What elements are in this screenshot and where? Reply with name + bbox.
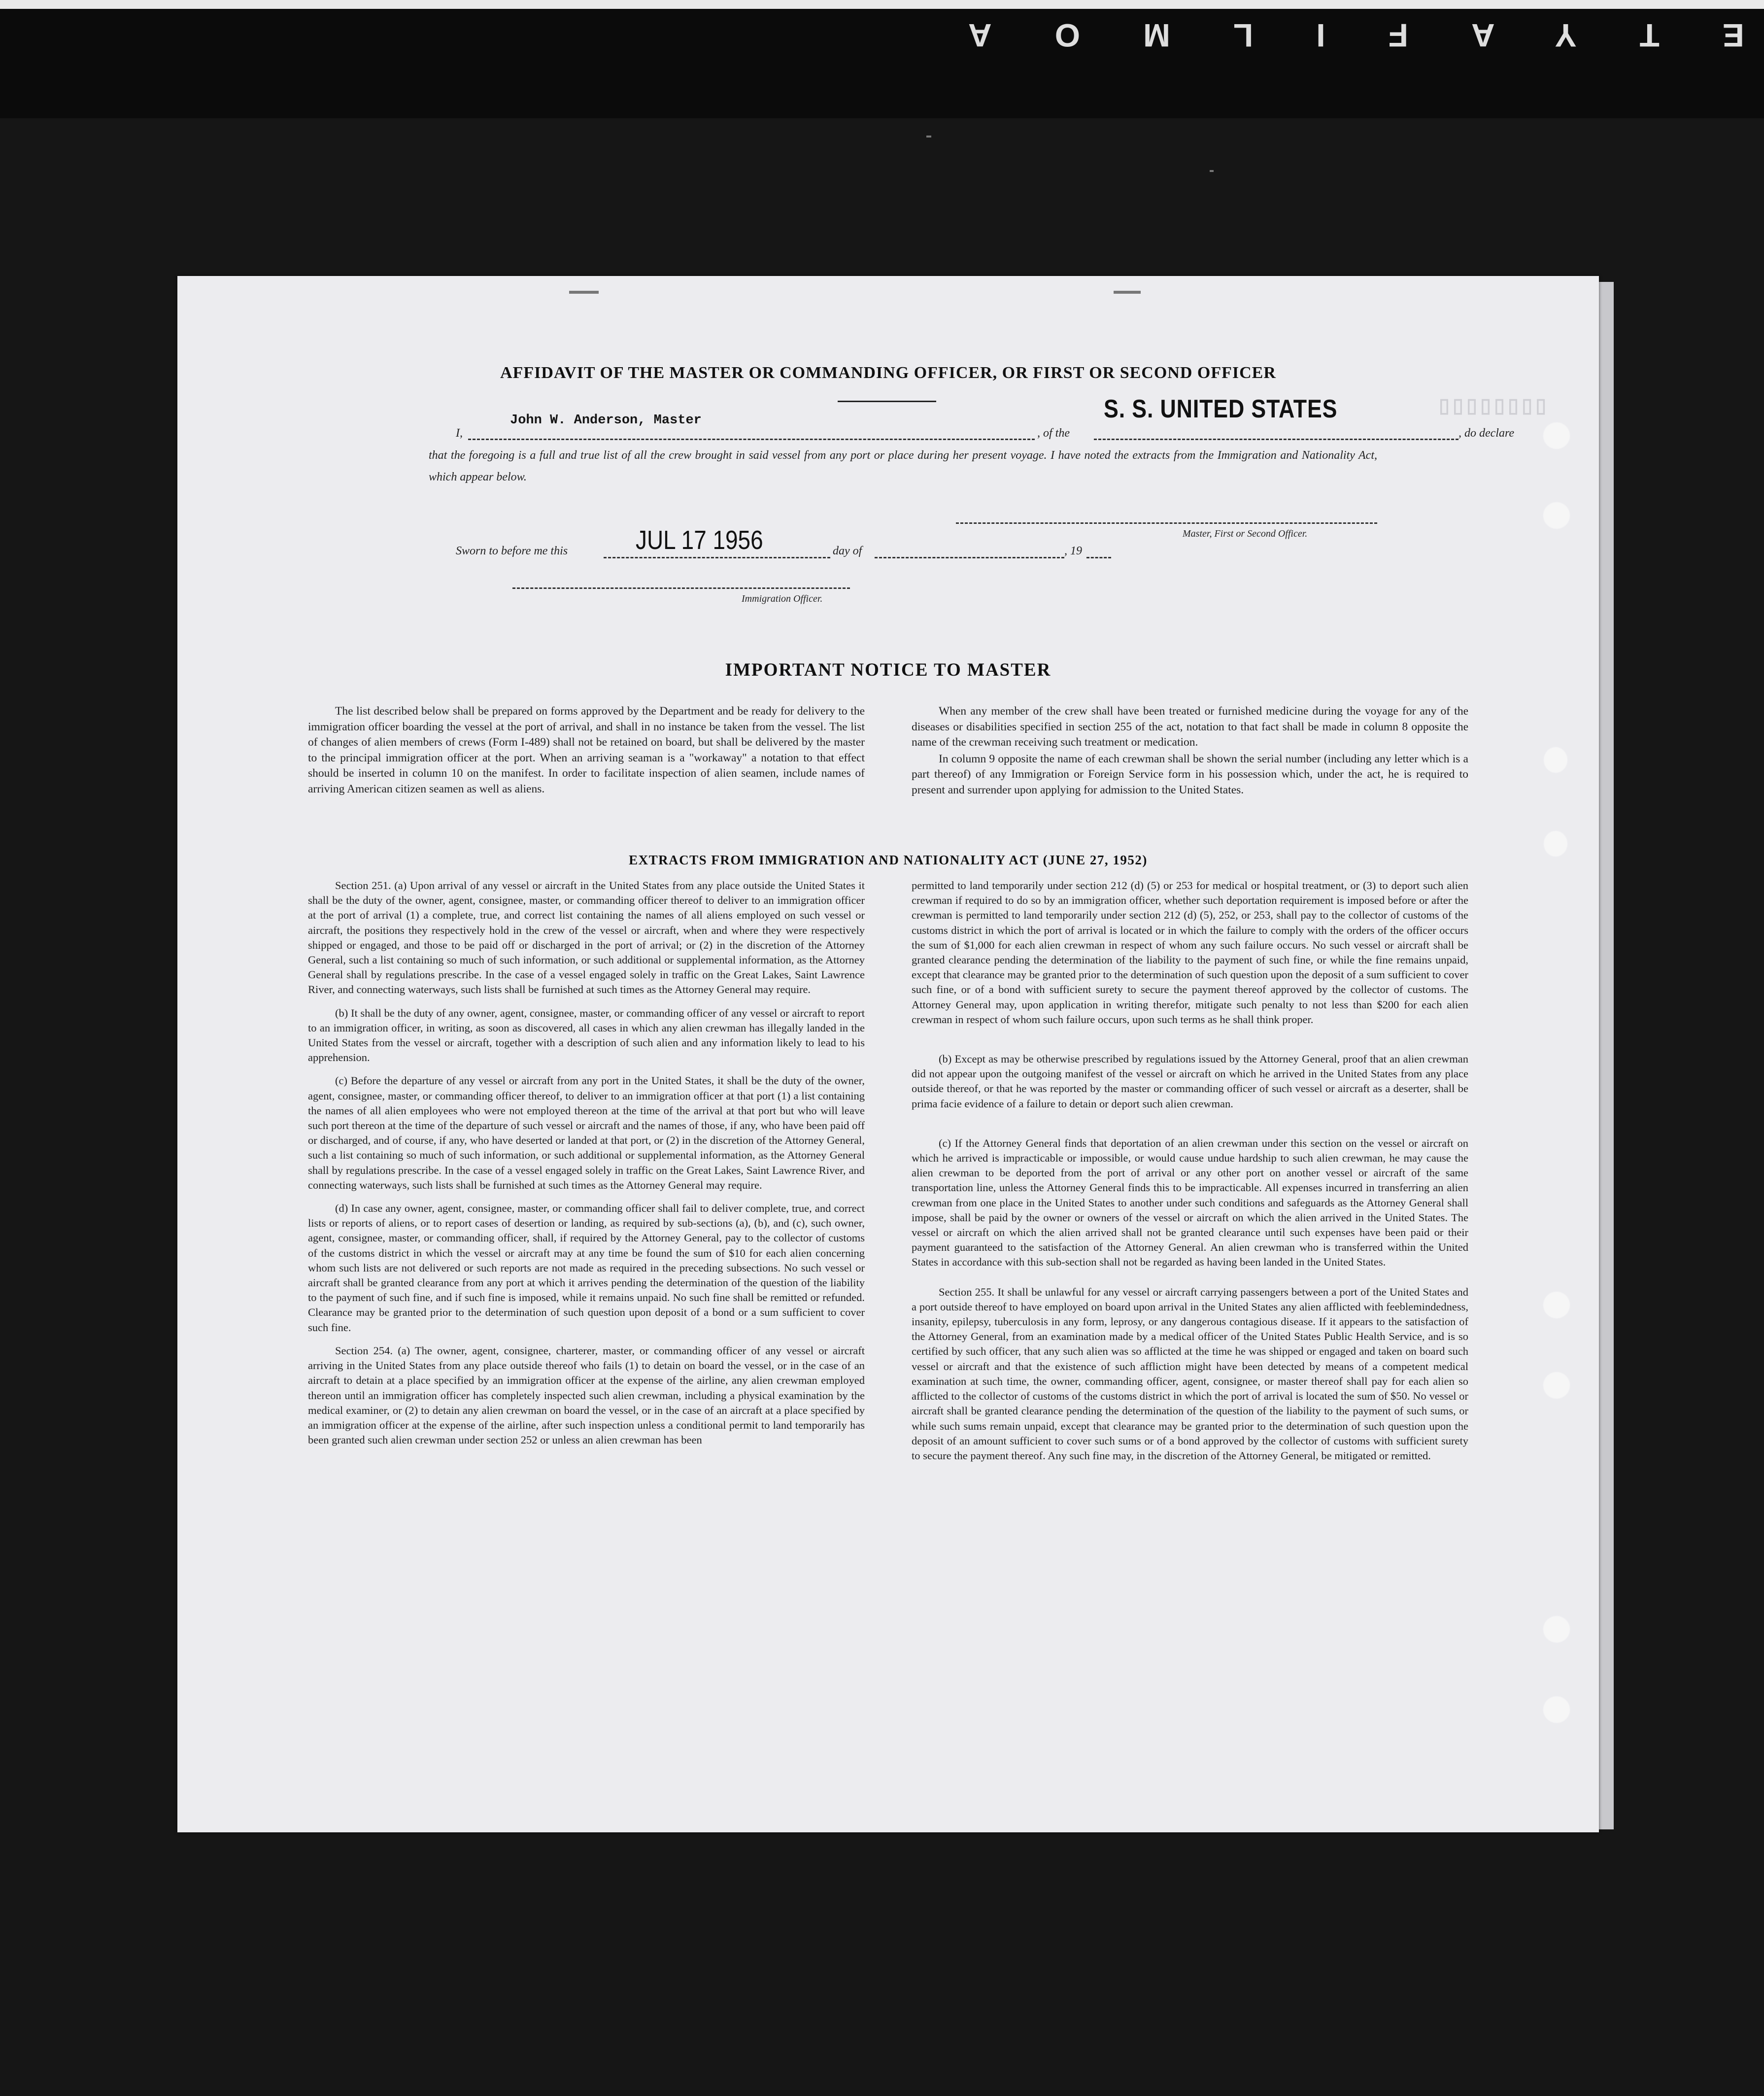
punch-hole (1544, 1292, 1569, 1318)
bleed-through-text: ▯▯▯▯▯▯▯▯ (1439, 395, 1550, 416)
name-blank-line (468, 439, 1035, 440)
print-mark (569, 291, 599, 294)
master-name-typed: John W. Anderson, Master (510, 413, 702, 428)
year-prefix: , 19 (1064, 545, 1082, 557)
year-blank-line (1086, 557, 1111, 558)
act-section-251b: (b) It shall be the duty of any owner, agent, consignee, master, or commanding officer of any vessel or aircraft to report to an immigration officer, in writing, as soon as discovered, all cases in which any alien crewman has illegally landed in the United States from the vessel or aircraft, together with a description of such alien and any information likely to lead to his apprehension. (308, 1006, 865, 1064)
extracts-title: EXTRACTS FROM IMMIGRATION AND NATIONALITY ACT (JUNE 27, 1952) (629, 853, 1148, 867)
declaration-text: that the foregoing is a full and true list of all the crew brought in said vessel from any port or place during her present voyage. I have noted the extracts from the Immigration and Nationality Act, which appear below. (429, 449, 1377, 483)
sworn-prefix: Sworn to before me this (456, 545, 568, 557)
notice-left-column (308, 704, 865, 805)
act-section-255: Section 255. It shall be unlawful for any vessel or aircraft carrying passengers between a port of the United States and a port outside thereof to have employed on board upon arrival in the United States any alien afflicted with feeblemindedness, insanity, epilepsy, tuberculosis in any form, leprosy, or any dangerous contagious disease. If it appears to the satisfaction of the Attorney General, from an examination made by a medical officer of the United States Public Health Service, and is so certified by such officer, that any such alien was so afflicted at the time he was shipped or engaged and taken on board such vessel or aircraft and that the existence of such affliction might have been detected by means of a competent medical examination at such time, the owner, commanding officer, agent, consignee, or master thereof shall pay for each alien so afflicted to the collector of customs of the customs district in which the port of arrival is located the sum of $50. No vessel or aircraft shall be granted clearance pending the determination of the question of the liability to the payment of such sums, or while such sums remain unpaid, except that clearance may be granted prior to the determination of such question upon the deposit of an amount sufficient to cover such sums or of a bond approved by the collector of customs with sufficient surety to secure the payment thereof. Any such fine may, in the discretion of the Attorney General, be mitigated or remitted. (912, 1285, 1468, 1462)
vessel-name-stamp: S. S. UNITED STATES (1104, 395, 1338, 423)
notice-right-column (912, 704, 1468, 806)
day-of-text: day of (833, 545, 862, 557)
date-stamp: JUL 17 1956 (636, 525, 763, 555)
master-signature-line (956, 522, 1377, 524)
month-blank-line (875, 557, 1064, 558)
punch-hole (1544, 423, 1569, 448)
extracts-right-column (912, 878, 1468, 1472)
act-section-251c: (c) Before the departure of any vessel or aircraft from any port in the United States, it shall be the duty of the owner, agent, consignee, master, or commanding officer thereof, to deliver to an immigration officer at that port (1) a list containing the names of all alien employees who were not employed thereon at the time of the arrival at that port but who will leave such port thereon at the time of the departure of such vessel or aircraft and the names of those, if any, who have been paid off or discharged, and of course, if any, who have deserted or landed at that port, or (2) in the discretion of the Attorney General, such a list containing so much of such information, or such additional or supplemental information, as the Attorney General shall by regulations prescribe. In the case of a vessel engaged solely in traffic on the Great Lakes, Saint Lawrence River, and connecting waterways, such lists shall be furnished at such times as the Attorney General may require. (308, 1074, 865, 1191)
title-rule (838, 401, 936, 402)
notice-paragraph: The list described below shall be prepared on forms approved by the Department and be ready for delivery to the immigration officer boarding the vessel at the port of arrival, and shall in no instance be taken from the vessel. The list of changes of alien members of crews (Form I-489) shall not be retained on board, but shall be delivered by the master to the principal immigration officer at the port. When an arriving seaman is a "workaway" a notation to that effect should be inserted in column 10 on the manifest. In order to facilitate inspection of alien seamen, include names of arriving American citizen seamen as well as aliens. (308, 705, 865, 795)
date-blank-line (604, 557, 830, 558)
act-section-254a: Section 254. (a) The owner, agent, consignee, charterer, master, or commanding officer of any vessel or aircraft arriving in the United States from any place outside thereof who fails (1) to detain on board the vessel, or in the case of an aircraft to detain at a place specified by an immigration officer at the expense of the airline, any alien crewman employed thereon until an immigration officer has completely inspected such alien crewman, including a physical examination by the medical examiner, or (2) to detain any alien crewman on board the vessel, or in the case of an aircraft at a place specified by an immigration officer at the expense of the airline, after such inspection unless a conditional permit to land temporarily has been granted such alien crewman under section 252 or unless an alien crewman has been (308, 1344, 865, 1446)
do-declare-text: , do declare (1459, 427, 1515, 440)
punch-hole (1544, 1616, 1569, 1642)
vessel-blank-line (1094, 439, 1459, 440)
crew-list-document-page (177, 276, 1599, 1832)
officer-signature-line (512, 587, 850, 589)
paper-edge-shadow (1599, 282, 1614, 1829)
punch-hole (1544, 503, 1569, 528)
film-edge-text: ETYAFILMOA (905, 17, 1744, 54)
film-mark (1210, 170, 1214, 172)
officer-signature-label: Immigration Officer. (742, 593, 823, 604)
act-section-254c: (c) If the Attorney General finds that deportation of an alien crewman under this section on the vessel or aircraft on which he arrived is impracticable or impossible, or would cause undue hardship to such alien crewman, he may cause the alien crewman to be deported from the port of arrival or any other port on another vessel or aircraft of the same transportation line, unless the Attorney General finds this to be impracticable. All expenses incurred in transferring an alien crewman from one place in the United States to another under such conditions and safeguards as the Attorney General shall impose, shall be paid by the owner or owners of the vessel or aircraft on which the alien arrived in the United States. The vessel or aircraft on which the alien arrived shall not be granted clearance until such expenses have been paid or their payment guaranteed to the satisfaction of the Attorney General. An alien crewman who is transferred within the United States in accordance with this sub-section shall not be regarded as having been landed in the United States. (912, 1136, 1468, 1269)
affidavit-pronoun: I, (456, 427, 463, 440)
act-section-251a: Section 251. (a) Upon arrival of any vessel or aircraft in the United States from any place outside the United States it shall be the duty of the owner, agent, consignee, master, or commanding officer thereof to deliver to an immigration officer at the port of arrival (1) a complete, true, and correct list containing the names of all aliens employed on such vessel or aircraft, the positions they respectively hold in the crew of the vessel or aircraft, when and where they were respectively shipped or engaged, and those to be paid off or discharged in the port of arrival; or (2) in the discretion of the Attorney General, such a list containing so much of such information, or such additional or supplemental information, as the Attorney General shall by regulations prescribe. In the case of a vessel engaged solely in traffic on the Great Lakes, Saint Lawrence River, and connecting waterways, such lists shall be furnished at such times as the Attorney General may require. (308, 879, 865, 996)
act-section-251d: (d) In case any owner, agent, consignee, master, or commanding officer shall fail to deliver complete, true, and correct lists or reports of aliens, or to report cases of desertion or landing, as required by sub-sections (a), (b), and (c), such owner, agent, consignee, master, or commanding officer, shall, if required by the Attorney General, pay to the collector of customs of the customs district in which the vessel or aircraft may at any time be found the sum of $10 for each alien concerning whom such lists are not delivered or such reports are not made as required in the preceding subsections. No such vessel or aircraft shall be granted clearance from any port at which it arrives pending the determination of the question of the liability to the payment of such fine, and if such fine is imposed, while it remains unpaid. No such fine shall be remitted or refunded. Clearance may be granted prior to the determination of such question upon deposit of a bond or a sum sufficient to cover such fine. (308, 1202, 865, 1334)
affidavit-title: AFFIDAVIT OF THE MASTER OR COMMANDING OFFICER, OR FIRST OR SECOND OFFICER (500, 364, 1276, 382)
act-section-254a-continued: permitted to land temporarily under section 212 (d) (5) or 253 for medical or hospital treatment, or (3) to deport such alien crewman if required to do so by an immigration officer, whether such deportation requirement is imposed before or after the crewman is permitted to land temporarily under section 212 (d) (5), 252, or 253, shall pay to the collector of customs of the customs district in which the port of arrival is located or in which the failure to comply with the orders of the officer occurs the sum of $1,000 for each alien crewman in respect of whom any such failure occurs. No such vessel or aircraft shall be granted clearance pending the determination of the liability to the payment of such fine, or while the fine remains unpaid, except that clearance may be granted prior to the determination of such question upon the deposit of a sum sufficient to cover such fine, or of a bond with sufficient surety to secure the payment thereof approved by the collector of customs. The Attorney General may, upon application in writing therefor, mitigate such penalty to not less than $200 for each alien crewman in respect of whom such failure occurs, upon such terms as he shall think proper. (912, 879, 1468, 1026)
punch-hole (1544, 831, 1567, 856)
notice-paragraph: When any member of the crew shall have been treated or furnished medicine during the voyage for any of the diseases or disabilities specified in section 255 of the act, notation to that fact shall be made in column 8 opposite the name of the crewman receiving such treatment or medication. (912, 705, 1468, 749)
print-mark (1114, 291, 1141, 294)
punch-hole (1544, 1373, 1569, 1398)
film-mark (926, 136, 931, 137)
punch-hole (1544, 1697, 1569, 1722)
punch-hole (1544, 748, 1567, 772)
master-signature-label: Master, First or Second Officer. (1183, 528, 1308, 539)
microfilm-header-strip (0, 0, 1764, 119)
extracts-left-column (308, 878, 865, 1456)
of-the-text: , of the (1037, 427, 1070, 440)
notice-paragraph: In column 9 opposite the name of each crewman shall be shown the serial number (including any letter which is a part thereof) of any Immigration or Foreign Service form in his possession which, under the act, he is required to present and surrender upon applying for admission to the United States. (912, 752, 1468, 796)
notice-title: IMPORTANT NOTICE TO MASTER (725, 660, 1052, 680)
act-section-254b: (b) Except as may be otherwise prescribed by regulations issued by the Attorney General, proof that an alien crewman did not appear upon the outgoing manifest of the vessel or aircraft on which he arrived in the United States from any place outside thereof, or that he was reported by the master or commanding officer of such vessel or aircraft as a deserter, shall be prima facie evidence of a failure to detain or deport such alien crewman. (912, 1053, 1468, 1110)
film-edge (0, 0, 1764, 9)
